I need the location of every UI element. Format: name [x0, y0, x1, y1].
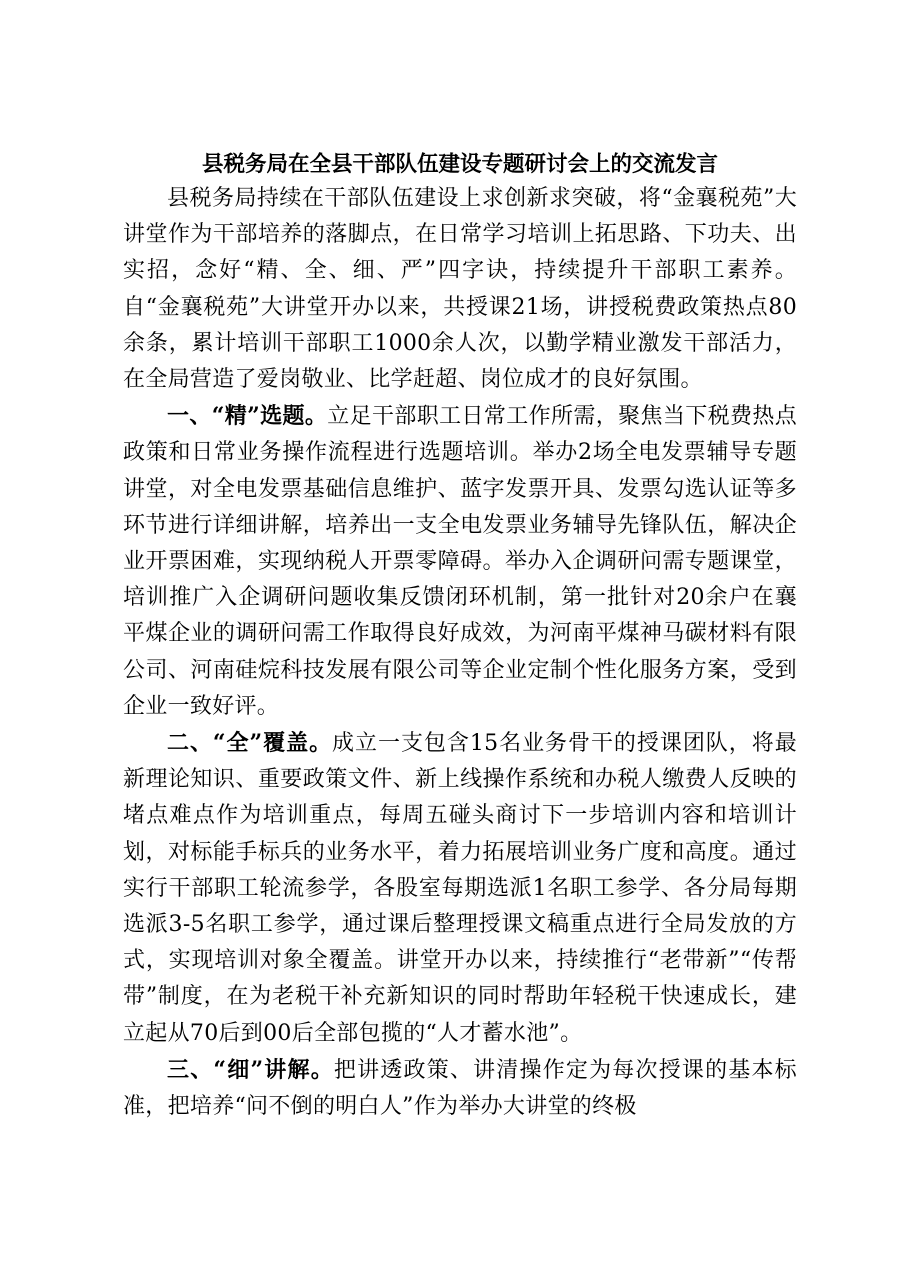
section-paragraph-1	[123, 398, 797, 725]
document-page	[123, 150, 797, 1125]
section-paragraph-2	[123, 725, 797, 1052]
paragraph-text: 立足干部职工日常工作所需，聚焦当下税费热点政策和日常业务操作流程进行选题培训。举办2场全电发票辅导专题讲堂，对全电发票基础信息维护、蓝字发票开具、发票勾选认证等多环节进行详细讲解，培养出一支全电发票业务辅导先锋队伍，解决企业开票困难，实现纳税人开票零障碍。举办入企调研问需专题课堂，培训推广入企调研问题收集反馈闭环机制，第一批针对20余户在襄平煤企业的调研问需工作取得良好成效，为河南平煤神马碳材料有限公司、河南硅烷科技发展有限公司等企业定制个性化服务方案，受到企业一致好评。	[123, 404, 797, 719]
section-paragraph-3	[123, 1052, 797, 1125]
paragraph-text: 县税务局持续在干部队伍建设上求创新求突破，将“金襄税苑”大讲堂作为干部培养的落脚点，在日常学习培训上拓思路、下功夫、出实招，念好“精、全、细、严”四字诀，持续提升干部职工素养。自“金襄税苑”大讲堂开办以来，共授课21场，讲授税费政策热点80余条，累计培训干部职工1000余人次，以勤学精业激发干部活力，在全局营造了爱岗敬业、比学赶超、岗位成才的良好氛围。	[123, 186, 797, 393]
paragraph-text: 成立一支包含15名业务骨干的授课团队，将最新理论知识、重要政策文件、新上线操作系统和办税人缴费人反映的堵点难点作为培训重点，每周五碰头商讨下一步培训内容和培训计划，对标能手标兵的业务水平，着力拓展培训业务广度和高度。通过实行干部职工轮流参学，各股室每期选派1名职工参学、各分局每期选派3-5名职工参学，通过课后整理授课文稿重点进行全局发放的方式，实现培训对象全覆盖。讲堂开办以来，持续推行“老带新”“传帮带”制度，在为老税干补充新知识的同时帮助年轻税干快速成长，建立起从70后到00后全部包揽的“人才蓄水池”。	[123, 731, 797, 1046]
section-heading-2: 二、“全”覆盖。	[167, 730, 333, 757]
intro-paragraph	[123, 180, 797, 398]
section-heading-3: 三、“细”讲解。	[167, 1056, 334, 1083]
paragraph-text: 把讲透政策、讲清操作定为每次授课的基本标准，把培养“问不倒的明白人”作为举办大讲堂的终极	[123, 1057, 797, 1120]
section-heading-1: 一、“精”选题。	[167, 403, 328, 430]
document-title: 县税务局在全县干部队伍建设专题研讨会上的交流发言	[201, 152, 718, 177]
